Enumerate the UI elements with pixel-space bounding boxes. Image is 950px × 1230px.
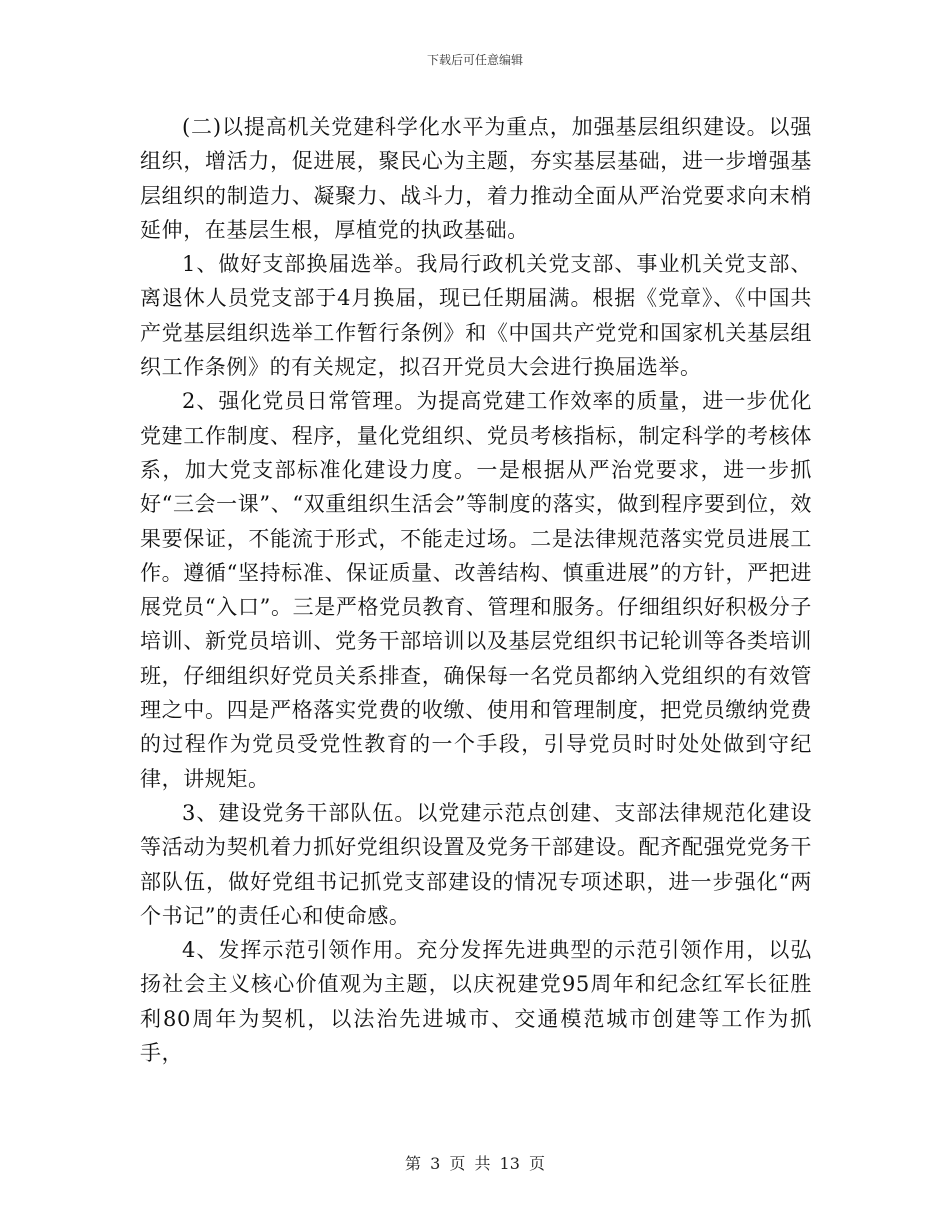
paragraph-item-4: 4、发挥示范引领作用。充分发挥先进典型的示范引领作用，以弘扬社会主义核心价值观为主题，以庆祝建党95周年和纪念红军长征胜利80周年为契机，以法治先进城市、交通模范城市创建等工作为抓手， bbox=[140, 938, 812, 1066]
paragraph-section-two: (二)以提高机关党建科学化水平为重点，加强基层组织建设。以强组织，增活力，促进展，聚民心为主题，夯实基层基础，进一步增强基层组织的制造力、凝聚力、战斗力，着力推动全面从严治党要求向末梢延伸，在基层生根，厚植党的执政基础。 bbox=[140, 115, 812, 242]
document-body bbox=[140, 110, 812, 1070]
page-number-footer: 第 3 页 共 13 页 bbox=[405, 1154, 545, 1173]
paragraph-item-1: 1、做好支部换届选举。我局行政机关党支部、事业机关党支部、离退休人员党支部于4月换届，现已任期届满。根据《党章》、《中国共产党基层组织选举工作暂行条例》和《中国共产党党和国家机关基层组织工作条例》的有关规定，拟召开党员大会进行换届选举。 bbox=[140, 252, 812, 380]
paragraph-item-2: 2、强化党员日常管理。为提高党建工作效率的质量，进一步优化党建工作制度、程序，量化党组织、党员考核指标，制定科学的考核体系，加大党支部标准化建设力度。一是根据从严治党要求，进一步抓好“三会一课”、“双重组织生活会”等制度的落实，做到程序要到位，效果要保证，不能流于形式，不能走过场。二是法律规范落实党员进展工作。遵循“坚持标准、保证质量、改善结构、慎重进展”的方针，严把进展党员“入口”。三是严格党员教育、管理和服务。仔细组织好积极分子培训、新党员培训、党务干部培训以及基层党组织书记轮训等各类培训班，仔细组织好党员关系排查，确保每一名党员都纳入党组织的有效管理之中。四是严格落实党费的收缴、使用和管理制度，把党员缴纳党费的过程作为党员受党性教育的一个手段，引导党员时时处处做到守纪律，讲规矩。 bbox=[140, 389, 812, 791]
paragraph-item-3: 3、建设党务干部队伍。以党建示范点创建、支部法律规范化建设等活动为契机着力抓好党组织设置及党务干部建设。配齐配强党党务干部队伍，做好党组书记抓党支部建设的情况专项述职，进一步强化“两个书记”的责任心和使命感。 bbox=[140, 800, 812, 928]
page-header-note: 下载后可任意编辑 bbox=[426, 53, 523, 67]
